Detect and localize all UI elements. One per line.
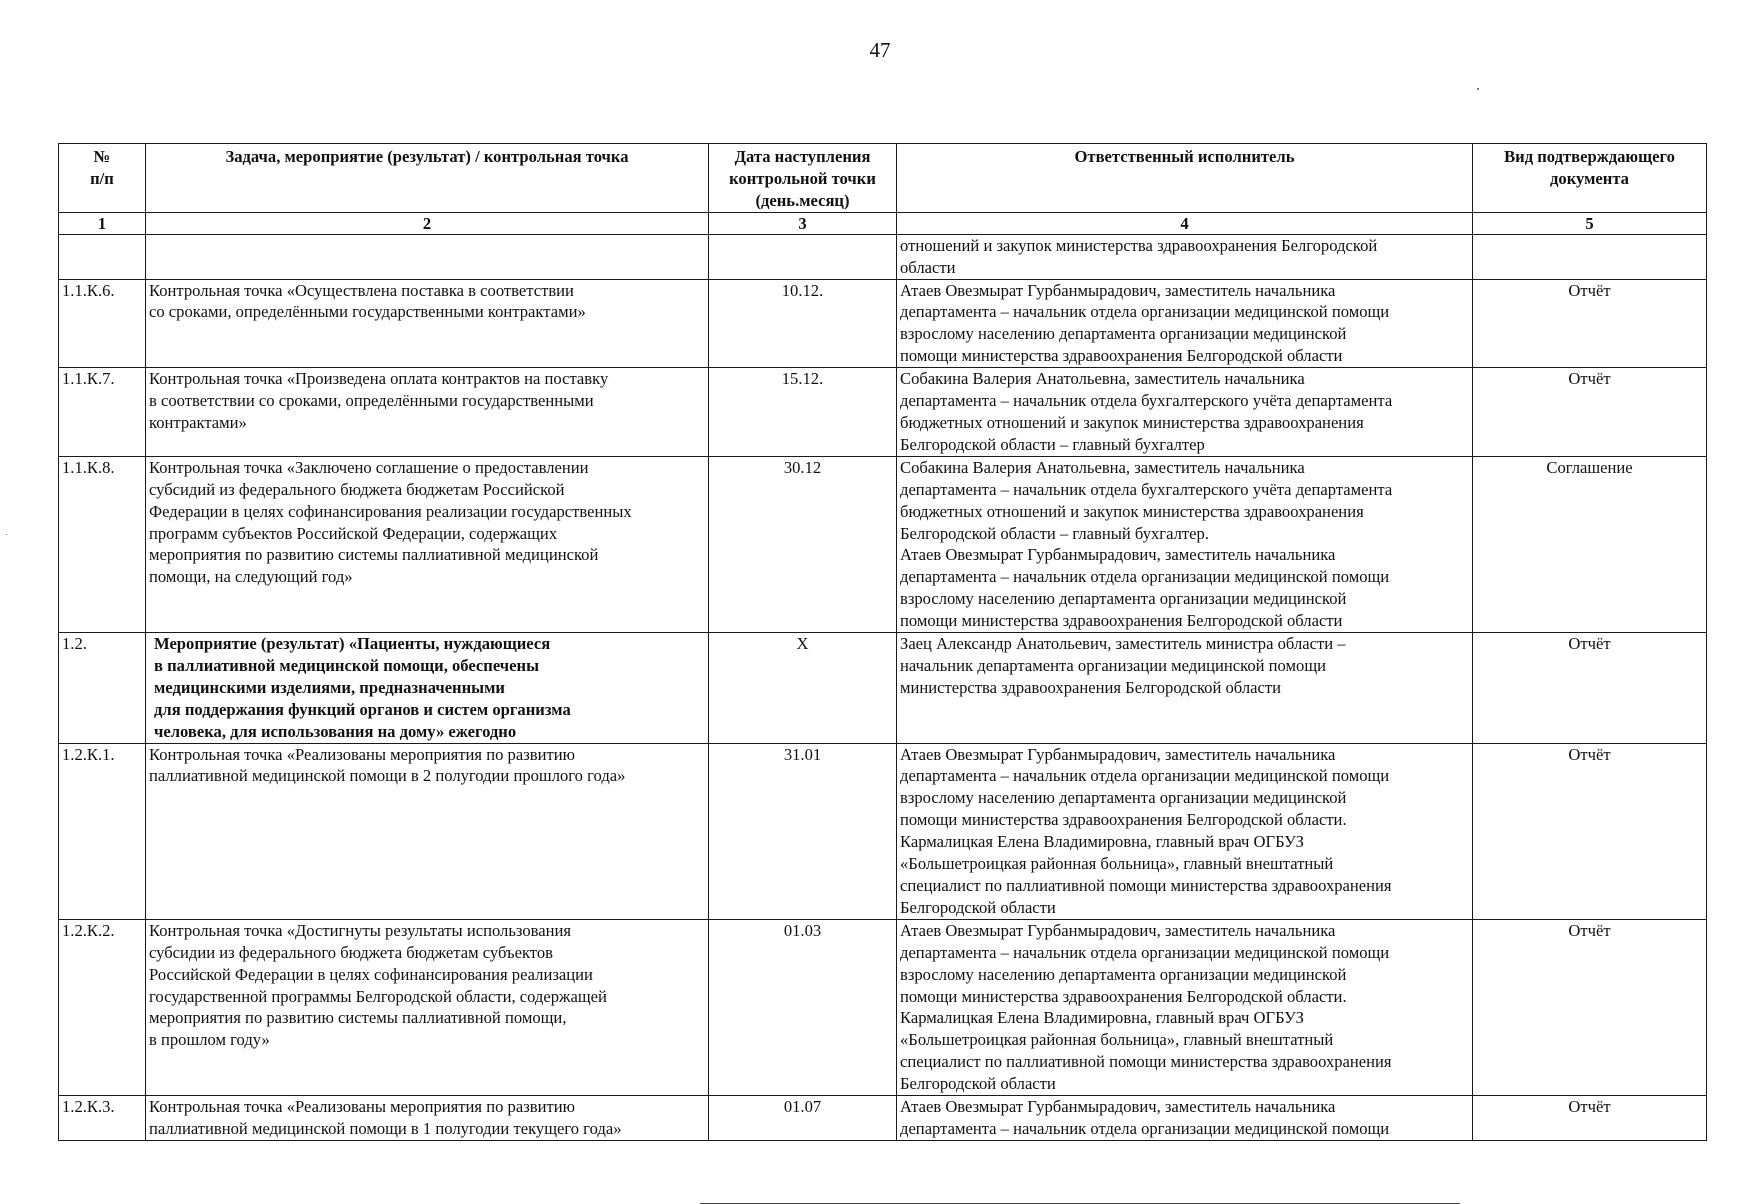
row-task-cell: Мероприятие (результат) «Пациенты, нуждающиеся в паллиативной медицинской помощи, обеспечены медицинскими изделиями, предназначенными для поддержания функций органов и систем организма человека, для использования на дому» ежегодно [146, 633, 709, 744]
row-executor-cell: Атаев Овезмырат Гурбанмырадович, заместитель начальника департамента – начальник отдела организации медицинской помощи взрослому населению департамента организации медицинской помощи министерства здравоохранения Белгородской области [897, 279, 1473, 368]
header-task: Задача, мероприятие (результат) / контрольная точка [146, 144, 709, 213]
row-document-cell: Отчёт [1473, 919, 1707, 1095]
table-row [59, 368, 1707, 457]
table-row [59, 279, 1707, 368]
row-date-cell: 10.12. [709, 279, 897, 368]
column-number: 5 [1473, 212, 1707, 234]
column-number-row [59, 212, 1707, 234]
row-date-cell: 31.01 [709, 743, 897, 919]
table-header-row [59, 144, 1707, 213]
table-row [59, 456, 1707, 632]
row-document-cell: Отчёт [1473, 1096, 1707, 1141]
row-document-cell: Отчёт [1473, 633, 1707, 744]
row-task-cell: Контрольная точка «Реализованы мероприятия по развитию паллиативной медицинской помощи в 1 полугодии текущего года» [146, 1096, 709, 1141]
row-executor-cell: Собакина Валерия Анатольевна, заместитель начальника департамента – начальник отдела бухгалтерского учёта департамента бюджетных отношений и закупок министерства здравоохранения Белгородской области – главный бухгалтер [897, 368, 1473, 457]
column-number: 2 [146, 212, 709, 234]
row-executor-cell: Атаев Овезмырат Гурбанмырадович, заместитель начальника департамента – начальник отдела организации медицинской помощи [897, 1096, 1473, 1141]
column-number: 1 [59, 212, 146, 234]
row-executor-cell: Атаев Овезмырат Гурбанмырадович, заместитель начальника департамента – начальник отдела организации медицинской помощи взрослому населению департамента организации медицинской помощи министерства здравоохранения Белгородской области. Кармалицкая Елена Владимировна, главный врач ОГБУЗ «Большетроицкая районная больница», главный внештатный специалист по паллиативной помощи министерства здравоохранения Белгородской области [897, 743, 1473, 919]
row-task-cell: Контрольная точка «Осуществлена поставка в соответствии со сроками, определёнными государственными контрактами» [146, 279, 709, 368]
row-date-cell: 30.12 [709, 456, 897, 632]
row-executor-cell: отношений и закупок министерства здравоохранения Белгородской области [897, 234, 1473, 279]
row-date-cell: 15.12. [709, 368, 897, 457]
row-date-cell: 01.03 [709, 919, 897, 1095]
row-number-cell: 1.2.К.2. [59, 919, 146, 1095]
scan-speck [6, 534, 7, 535]
row-document-cell: Отчёт [1473, 279, 1707, 368]
row-task-cell: Контрольная точка «Произведена оплата контрактов на поставку в соответствии со сроками, определёнными государственными контрактами» [146, 368, 709, 457]
row-executor-cell: Собакина Валерия Анатольевна, заместитель начальника департамента – начальник отдела бухгалтерского учёта департамента бюджетных отношений и закупок министерства здравоохранения Белгородской области – главный бухгалтер. Атаев Овезмырат Гурбанмырадович, заместитель начальника департамента – начальник отдела организации медицинской помощи взрослому населению департамента организации медицинской помощи министерства здравоохранения Белгородской области [897, 456, 1473, 632]
row-document-cell: Отчёт [1473, 368, 1707, 457]
row-document-cell: Отчёт [1473, 743, 1707, 919]
row-task-cell: Контрольная точка «Реализованы мероприятия по развитию паллиативной медицинской помощи в 2 полугодии прошлого года» [146, 743, 709, 919]
row-number-cell [59, 234, 146, 279]
header-document: Вид подтверждающего документа [1473, 144, 1707, 213]
row-number-cell: 1.1.К.7. [59, 368, 146, 457]
row-task-cell: Контрольная точка «Заключено соглашение о предоставлении субсидий из федерального бюджета бюджетам Российской Федерации в целях софинансирования реализации государственных программ субъектов Российской Федерации, содержащих мероприятия по развитию системы паллиативной медицинской помощи, на следующий год» [146, 456, 709, 632]
row-executor-cell: Заец Александр Анатольевич, заместитель министра области – начальник департамента организации медицинской помощи министерства здравоохранения Белгородской области [897, 633, 1473, 744]
row-document-cell [1473, 234, 1707, 279]
row-number-cell: 1.2.К.1. [59, 743, 146, 919]
row-date-cell: 01.07 [709, 1096, 897, 1141]
header-date: Дата наступления контрольной точки (день.месяц) [709, 144, 897, 213]
table-row [59, 234, 1707, 279]
table-row [59, 919, 1707, 1095]
page-number: 47 [869, 38, 891, 62]
row-number-cell: 1.2. [59, 633, 146, 744]
table-row [59, 1096, 1707, 1141]
table-body [59, 234, 1707, 1140]
column-number: 3 [709, 212, 897, 234]
row-number-cell: 1.1.К.8. [59, 456, 146, 632]
row-document-cell: Соглашение [1473, 456, 1707, 632]
control-points-table [58, 143, 1707, 1141]
row-number-cell: 1.2.К.3. [59, 1096, 146, 1141]
table-row [59, 633, 1707, 744]
row-task-cell: Контрольная точка «Достигнуты результаты использования субсидии из федерального бюджета бюджетам субъектов Российской Федерации в целях софинансирования реализации государственной программы Белгородской области, содержащей мероприятия по развитию системы паллиативной помощи, в прошлом году» [146, 919, 709, 1095]
row-task-cell [146, 234, 709, 279]
row-executor-cell: Атаев Овезмырат Гурбанмырадович, заместитель начальника департамента – начальник отдела организации медицинской помощи взрослому населению департамента организации медицинской помощи министерства здравоохранения Белгородской области. Кармалицкая Елена Владимировна, главный врач ОГБУЗ «Большетроицкая районная больница», главный внештатный специалист по паллиативной помощи министерства здравоохранения Белгородской области [897, 919, 1473, 1095]
header-executor: Ответственный исполнитель [897, 144, 1473, 213]
row-date-cell: Х [709, 633, 897, 744]
row-number-cell: 1.1.К.6. [59, 279, 146, 368]
column-number: 4 [897, 212, 1473, 234]
table-row [59, 743, 1707, 919]
scan-speck [1477, 88, 1479, 90]
row-date-cell [709, 234, 897, 279]
header-number: № п/п [59, 144, 146, 213]
